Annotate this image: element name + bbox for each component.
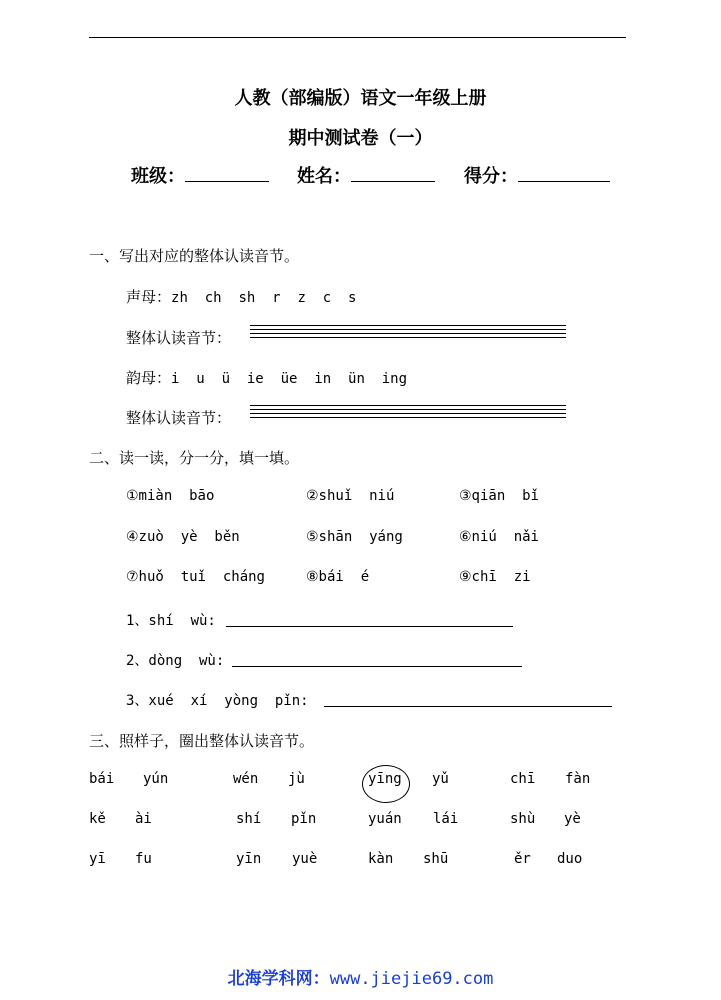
syllable[interactable]: kàn [368,851,394,867]
name-label: 姓名： [297,166,351,187]
word-item: ④zuò yè běn [126,529,240,545]
class-field [131,162,269,188]
syllable: yún [143,771,169,787]
syllable[interactable]: yī [89,851,106,867]
score-blank[interactable] [518,181,610,182]
syllable[interactable]: shí [236,811,262,827]
class-label: 班级： [131,166,185,187]
class-blank[interactable] [185,181,269,182]
header-rule [89,37,626,38]
syllable-example: yīng [368,771,402,787]
word-item: ⑨chī zi [459,569,531,585]
shengmu-row [126,286,356,307]
name-blank[interactable] [351,181,435,182]
answer-line-q3[interactable] [324,690,612,707]
syllable[interactable]: yuán [368,811,402,827]
syllable: jù [288,771,305,787]
syllable[interactable]: lái [433,811,459,827]
syllable[interactable]: yīn [236,851,262,867]
page-subtitle: 期中测试卷（一） [288,128,433,149]
example-circle [362,765,410,803]
score-field [464,162,610,188]
section1-heading: 一、写出对应的整体认读音节。 [89,247,300,265]
syllable: wén [233,771,259,787]
question-3: 3、xué xí yòng pǐn: [126,693,309,709]
shengmu-label: 声母： [126,288,172,306]
footer [0,964,721,989]
yunmu-label: 韵母： [126,369,172,387]
syllable[interactable]: kě [89,811,106,827]
syllable: yǔ [432,771,449,787]
syllable[interactable]: pǐn [291,811,317,827]
answer-line-q2[interactable] [232,650,522,667]
syllable[interactable]: duo [557,851,583,867]
yunmu-values: i u ü ie üe in ün ing [171,371,408,387]
syllable[interactable]: fu [135,851,152,867]
yunmu-row [126,367,407,388]
page-title: 人教（部编版）语文一年级上册 [234,88,487,109]
answer-label-2: 整体认读音节： [126,409,232,427]
question-1: 1、shí wù: [126,613,216,629]
shengmu-values: zh ch sh r z c s [171,290,357,306]
section2-heading: 二、读一读，分一分，填一填。 [89,449,300,467]
syllable[interactable]: shù [510,811,536,827]
name-field [297,162,435,188]
footer-site-name: 北海学科网： [227,969,330,989]
syllable: fàn [565,771,591,787]
word-item: ⑥niú nǎi [459,529,539,545]
syllable[interactable]: shū [423,851,449,867]
syllable[interactable]: ài [135,811,152,827]
syllable: bái [89,771,115,787]
syllable[interactable]: yuè [292,851,318,867]
word-item: ⑧bái é [306,569,370,585]
answer-lines-2[interactable] [250,405,566,421]
section3-heading: 三、照样子，圈出整体认读音节。 [89,732,315,750]
score-label: 得分： [464,166,518,187]
word-item: ⑦huǒ tuǐ cháng [126,569,265,585]
word-item: ②shuǐ niú [306,488,395,504]
syllable: chī [510,771,536,787]
word-item: ③qiān bǐ [459,488,539,504]
answer-lines-1[interactable] [250,325,566,341]
word-item: ⑤shān yáng [306,529,403,545]
word-item: ①miàn bāo [126,488,215,504]
footer-url[interactable]: www.jiejie69.com [329,969,494,989]
question-2: 2、dòng wù: [126,653,225,669]
syllable[interactable]: yè [564,811,581,827]
answer-line-q1[interactable] [226,610,513,627]
answer-label-1: 整体认读音节： [126,329,232,347]
syllable[interactable]: ěr [514,851,531,867]
